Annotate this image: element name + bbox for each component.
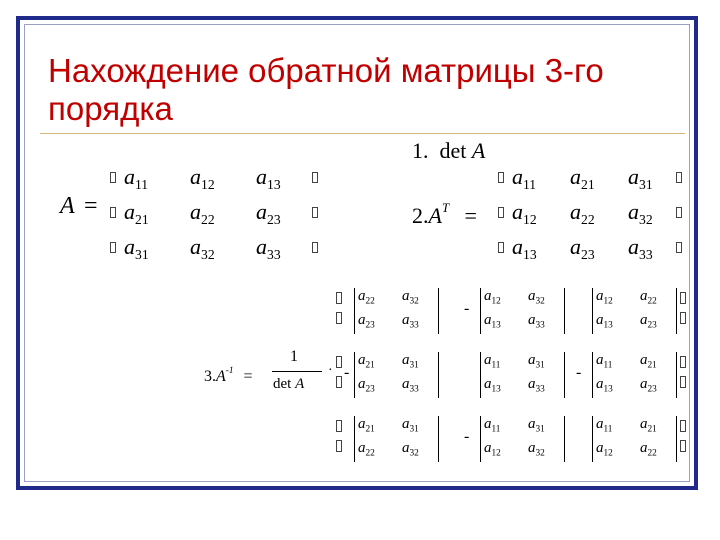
adjugate-left-bracket xyxy=(336,420,342,432)
adjugate-left-bracket xyxy=(336,376,342,388)
element-subscript: 31 xyxy=(639,176,653,192)
element-subscript: 13 xyxy=(603,384,613,395)
element-letter: a xyxy=(402,352,410,368)
element-letter: a xyxy=(570,164,581,189)
element-letter: a xyxy=(484,352,492,368)
element-subscript: 23 xyxy=(365,384,375,395)
matrix-t-element xyxy=(570,234,595,263)
element-letter: a xyxy=(358,416,366,432)
matrix-a-right-bracket xyxy=(312,207,318,218)
step2-lhs xyxy=(412,201,477,229)
element-letter: a xyxy=(512,164,523,189)
element-subscript: 31 xyxy=(409,424,419,435)
element-letter: a xyxy=(358,440,366,456)
transpose-var: A xyxy=(428,202,442,228)
matrix-a-element xyxy=(190,234,215,263)
matrix-t-element xyxy=(628,164,653,193)
element-subscript: 33 xyxy=(535,384,545,395)
element-letter: a xyxy=(358,376,366,392)
determinant-right-bar xyxy=(564,416,565,462)
element-subscript: 33 xyxy=(409,384,419,395)
element-letter: a xyxy=(358,352,366,368)
den-var: A xyxy=(295,376,305,392)
element-letter: a xyxy=(628,164,639,189)
element-letter: a xyxy=(358,312,366,328)
determinant-left-bar xyxy=(592,416,593,462)
element-subscript: 12 xyxy=(491,448,501,459)
minor-element xyxy=(596,376,613,394)
title-line-2: порядка xyxy=(48,90,173,127)
element-letter: a xyxy=(358,288,366,304)
element-letter: a xyxy=(256,234,267,259)
minor-element xyxy=(484,440,501,458)
matrix-a-right-bracket xyxy=(312,172,318,183)
matrix-a-element xyxy=(190,199,215,228)
element-subscript: 13 xyxy=(523,246,537,262)
adjugate-left-bracket xyxy=(336,440,342,452)
element-subscript: 22 xyxy=(201,211,215,227)
element-subscript: 33 xyxy=(409,320,419,331)
element-subscript: 22 xyxy=(647,448,657,459)
determinant-left-bar xyxy=(592,352,593,398)
transpose-equals: = xyxy=(464,202,477,228)
element-letter: a xyxy=(124,234,135,259)
slide-title xyxy=(48,52,688,128)
step3-label: 3. xyxy=(204,367,216,385)
determinant-right-bar xyxy=(438,352,439,398)
matrix-t-right-bracket xyxy=(676,207,682,218)
transpose-sup: T xyxy=(441,201,450,215)
matrix-a-element xyxy=(256,199,281,228)
element-subscript: 23 xyxy=(267,211,281,227)
determinant-right-bar xyxy=(564,352,565,398)
element-letter: a xyxy=(190,164,201,189)
minor-element xyxy=(596,440,613,458)
matrix-a-left-bracket xyxy=(110,172,116,183)
minor-element xyxy=(358,376,375,394)
element-letter: a xyxy=(402,312,410,328)
step1-label: 1. xyxy=(412,138,429,163)
element-subscript: 21 xyxy=(647,360,657,371)
element-letter: a xyxy=(628,199,639,224)
minor-element xyxy=(402,312,419,330)
element-letter: a xyxy=(640,288,648,304)
determinant-right-bar xyxy=(676,352,677,398)
minor-element xyxy=(528,288,545,306)
element-letter: a xyxy=(190,199,201,224)
minor-element xyxy=(596,352,612,370)
determinant-right-bar xyxy=(676,288,677,334)
element-letter: a xyxy=(640,312,648,328)
minor-element xyxy=(596,312,613,330)
minor-element xyxy=(484,376,501,394)
element-letter: a xyxy=(256,199,267,224)
matrix-t-right-bracket xyxy=(676,172,682,183)
element-subscript: 22 xyxy=(365,296,375,307)
adjugate-right-bracket xyxy=(680,356,686,368)
minor-element xyxy=(640,288,657,306)
element-subscript: 21 xyxy=(647,424,657,435)
minor-element xyxy=(528,376,545,394)
det-text: det xyxy=(439,138,467,163)
title-divider xyxy=(40,133,685,134)
matrix-t-element xyxy=(512,164,536,193)
element-subscript: 12 xyxy=(201,176,215,192)
minor-element xyxy=(358,440,375,458)
step2-label: 2. xyxy=(412,202,429,228)
element-subscript: 11 xyxy=(491,424,501,435)
minor-element xyxy=(484,352,500,370)
determinant-right-bar xyxy=(438,416,439,462)
element-subscript: 23 xyxy=(581,246,595,262)
matrix-t-element xyxy=(512,199,537,228)
element-letter: a xyxy=(402,376,410,392)
matrix-a-equals: = xyxy=(84,193,98,219)
matrix-a-right-bracket xyxy=(312,242,318,253)
element-letter: a xyxy=(190,234,201,259)
minor-element xyxy=(484,416,500,434)
adjugate-right-bracket xyxy=(680,312,686,324)
element-subscript: 31 xyxy=(135,246,149,262)
element-letter: a xyxy=(528,288,536,304)
matrix-a-element xyxy=(124,234,149,263)
element-subscript: 12 xyxy=(523,211,537,227)
element-subscript: 32 xyxy=(201,246,215,262)
minor-element xyxy=(402,376,419,394)
matrix-t-element xyxy=(570,199,595,228)
minor-element xyxy=(596,288,613,306)
adjugate-left-bracket xyxy=(336,312,342,324)
element-letter: a xyxy=(596,376,604,392)
element-subscript: 31 xyxy=(535,424,545,435)
determinant-left-bar xyxy=(354,288,355,334)
matrix-a-left-bracket xyxy=(110,242,116,253)
determinant-right-bar xyxy=(438,288,439,334)
minus-sign: - xyxy=(576,364,582,381)
element-letter: a xyxy=(402,416,410,432)
element-letter: a xyxy=(596,352,604,368)
matrix-t-right-bracket xyxy=(676,242,682,253)
minor-element xyxy=(528,312,545,330)
fraction-bar xyxy=(272,371,322,372)
matrix-a-element xyxy=(256,164,281,193)
element-subscript: 21 xyxy=(365,360,375,371)
element-letter: a xyxy=(528,376,536,392)
element-letter: a xyxy=(484,440,492,456)
matrix-a-element xyxy=(256,234,281,263)
element-subscript: 33 xyxy=(267,246,281,262)
element-subscript: 13 xyxy=(491,384,501,395)
adjugate-right-bracket xyxy=(680,440,686,452)
minus-sign: - xyxy=(344,364,350,381)
adjugate-right-bracket xyxy=(680,376,686,388)
minor-element xyxy=(640,440,657,458)
element-subscript: 22 xyxy=(647,296,657,307)
element-subscript: 33 xyxy=(535,320,545,331)
element-subscript: 31 xyxy=(409,360,419,371)
element-letter: a xyxy=(570,199,581,224)
element-subscript: 21 xyxy=(581,176,595,192)
minor-element xyxy=(640,376,657,394)
element-letter: a xyxy=(512,199,523,224)
minor-element xyxy=(528,416,545,434)
element-subscript: 12 xyxy=(603,296,613,307)
element-letter: a xyxy=(528,352,536,368)
element-letter: a xyxy=(124,164,135,189)
element-subscript: 32 xyxy=(409,296,419,307)
minor-element xyxy=(358,288,375,306)
element-letter: a xyxy=(402,288,410,304)
element-letter: a xyxy=(512,234,523,259)
title-line-1: Нахождение обратной матрицы 3-го xyxy=(48,52,604,89)
element-letter: a xyxy=(402,440,410,456)
det-var: A xyxy=(471,138,486,163)
minor-element xyxy=(402,440,419,458)
adjugate-right-bracket xyxy=(680,292,686,304)
minor-element xyxy=(358,312,375,330)
minus-sign: - xyxy=(464,300,470,317)
element-letter: a xyxy=(640,440,648,456)
element-letter: a xyxy=(528,416,536,432)
element-subscript: 23 xyxy=(647,320,657,331)
minor-element xyxy=(528,352,545,370)
matrix-a-element xyxy=(124,164,148,193)
matrix-a-element xyxy=(190,164,215,193)
minor-element xyxy=(528,440,545,458)
element-subscript: 32 xyxy=(409,448,419,459)
determinant-right-bar xyxy=(564,288,565,334)
element-subscript: 23 xyxy=(365,320,375,331)
inverse-equals: = xyxy=(243,367,253,385)
matrix-t-left-bracket xyxy=(498,207,504,218)
minus-sign: - xyxy=(464,428,470,445)
determinant-left-bar xyxy=(480,352,481,398)
multiply-dot: · xyxy=(328,363,333,378)
minor-element xyxy=(640,312,657,330)
minor-element xyxy=(640,352,657,370)
inverse-sup: -1 xyxy=(225,366,234,376)
element-subscript: 13 xyxy=(267,176,281,192)
element-letter: a xyxy=(256,164,267,189)
element-subscript: 21 xyxy=(135,211,149,227)
element-subscript: 32 xyxy=(535,448,545,459)
den-det: det xyxy=(273,376,292,392)
matrix-t-element xyxy=(570,164,595,193)
minor-element xyxy=(640,416,657,434)
matrix-a-name: A xyxy=(60,193,75,219)
matrix-t-element xyxy=(628,234,653,263)
minor-element xyxy=(358,352,375,370)
element-subscript: 32 xyxy=(639,211,653,227)
element-letter: a xyxy=(640,416,648,432)
element-letter: a xyxy=(528,312,536,328)
element-letter: a xyxy=(596,312,604,328)
matrix-t-left-bracket xyxy=(498,172,504,183)
element-letter: a xyxy=(484,288,492,304)
minor-element xyxy=(358,416,375,434)
matrix-t-element xyxy=(628,199,653,228)
element-subscript: 12 xyxy=(603,448,613,459)
matrix-t-left-bracket xyxy=(498,242,504,253)
adjugate-right-bracket xyxy=(680,420,686,432)
minor-element xyxy=(402,416,419,434)
element-letter: a xyxy=(484,312,492,328)
element-subscript: 12 xyxy=(491,296,501,307)
element-letter: a xyxy=(528,440,536,456)
element-subscript: 21 xyxy=(365,424,375,435)
minor-element xyxy=(402,288,419,306)
minor-element xyxy=(596,416,612,434)
element-subscript: 11 xyxy=(491,360,501,371)
matrix-t-element xyxy=(512,234,537,263)
element-letter: a xyxy=(570,234,581,259)
element-letter: a xyxy=(596,416,604,432)
determinant-left-bar xyxy=(480,416,481,462)
adjugate-left-bracket xyxy=(336,356,342,368)
matrix-a-element xyxy=(124,199,149,228)
element-subscript: 11 xyxy=(603,360,613,371)
element-letter: a xyxy=(640,376,648,392)
element-subscript: 11 xyxy=(523,176,537,192)
determinant-right-bar xyxy=(676,416,677,462)
element-letter: a xyxy=(484,416,492,432)
minor-element xyxy=(484,312,501,330)
element-letter: a xyxy=(124,199,135,224)
element-subscript: 23 xyxy=(647,384,657,395)
determinant-left-bar xyxy=(354,352,355,398)
element-letter: a xyxy=(484,376,492,392)
fraction-numerator: 1 xyxy=(290,348,298,365)
element-subscript: 22 xyxy=(581,211,595,227)
matrix-a-left-bracket xyxy=(110,207,116,218)
step1-det-a xyxy=(412,138,485,164)
element-letter: a xyxy=(596,288,604,304)
determinant-left-bar xyxy=(354,416,355,462)
element-subscript: 31 xyxy=(535,360,545,371)
element-letter: a xyxy=(628,234,639,259)
element-subscript: 13 xyxy=(603,320,613,331)
minor-element xyxy=(402,352,419,370)
element-subscript: 11 xyxy=(603,424,613,435)
element-subscript: 33 xyxy=(639,246,653,262)
element-subscript: 11 xyxy=(135,176,149,192)
determinant-left-bar xyxy=(480,288,481,334)
minor-element xyxy=(484,288,501,306)
adjugate-left-bracket xyxy=(336,292,342,304)
element-subscript: 22 xyxy=(365,448,375,459)
element-subscript: 13 xyxy=(491,320,501,331)
inverse-var: A xyxy=(216,367,226,385)
fraction-denominator xyxy=(273,376,304,393)
element-letter: a xyxy=(596,440,604,456)
determinant-left-bar xyxy=(592,288,593,334)
element-subscript: 32 xyxy=(535,296,545,307)
step3-lhs xyxy=(204,366,253,386)
element-letter: a xyxy=(640,352,648,368)
